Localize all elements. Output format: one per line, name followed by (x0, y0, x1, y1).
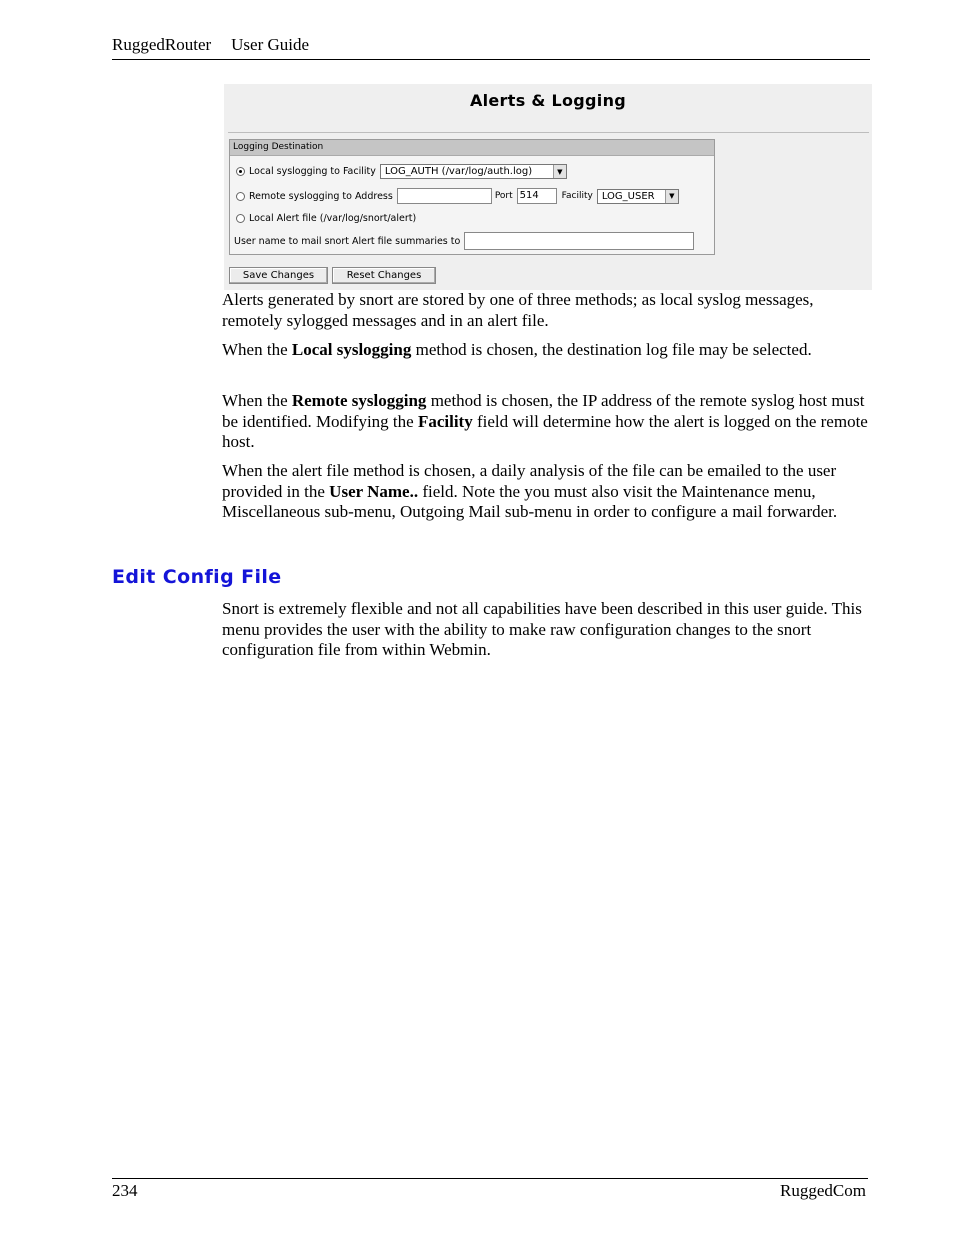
remote-address-input[interactable] (397, 188, 492, 204)
section-heading: Edit Config File (112, 566, 282, 588)
remote-facility-value: LOG_USER (601, 190, 655, 202)
local-facility-select[interactable] (380, 164, 567, 179)
chevron-down-icon: ▼ (553, 165, 566, 178)
logging-destination-label: Logging Destination (230, 140, 714, 156)
header-product: RuggedRouter (112, 35, 212, 54)
paragraph-edit-config: Snort is extremely flexible and not all capabilities have been described in this user guide. This menu provides the user with the ability to make raw configuration changes to the snort configuration file from within Webmin. (222, 599, 862, 659)
bold-text: User Name.. (329, 481, 419, 501)
text: When the alert file method is chosen, a daily analysis of the file can be emailed to the user provided in the (222, 461, 837, 501)
text: field. Note the you must also visit the Maintenance menu, Miscellaneous sub-menu, Outgoing Mail sub-menu in order to configure a mail forwarder. (222, 481, 838, 521)
header-rule (112, 59, 870, 60)
alert-file-label: Local Alert file (/var/log/snort/alert) (249, 213, 417, 224)
port-input[interactable]: 514 (517, 188, 557, 204)
logging-destination-box (229, 139, 715, 255)
save-changes-button[interactable]: Save Changes (229, 267, 328, 284)
bold-text: Local syslogging (291, 340, 412, 359)
footer-rule (112, 1178, 868, 1179)
paragraph-local (222, 340, 872, 361)
mail-row (234, 232, 694, 250)
alert-file-radio[interactable] (236, 214, 245, 223)
paragraph-methods: Alerts generated by snort are stored by one of three methods; as local syslog messages, remotely sylogged messages and in an alert file. (222, 290, 814, 330)
text: method is chosen, the IP address of the remote syslog host must be identified. Modifying the (222, 391, 865, 431)
alerts-logging-screenshot (224, 84, 872, 290)
reset-changes-button[interactable]: Reset Changes (332, 267, 436, 284)
screenshot-divider (228, 132, 869, 133)
local-syslog-row (236, 164, 567, 179)
page-number: 234 (112, 1181, 138, 1200)
remote-syslog-label: Remote syslogging to Address (249, 190, 393, 202)
chevron-down-icon: ▼ (665, 190, 678, 203)
header-doc: User Guide (231, 35, 310, 54)
text: When the (222, 340, 292, 359)
facility-label: Facility (561, 191, 593, 201)
alert-file-row (236, 213, 416, 224)
mail-user-input[interactable] (464, 232, 694, 250)
local-syslog-label: Local syslogging to Facility (249, 166, 376, 177)
port-label: Port (494, 191, 513, 201)
text: When the (222, 391, 292, 410)
paragraph-remote (222, 391, 872, 453)
screenshot-title: Alerts & Logging (469, 91, 627, 110)
local-facility-value: LOG_AUTH (/var/log/auth.log) (384, 166, 533, 177)
page-header (112, 35, 309, 55)
text: method is chosen, the destination log file may be selected. (411, 340, 812, 359)
footer-company: RuggedCom (780, 1181, 866, 1200)
remote-facility-select[interactable] (597, 189, 679, 204)
paragraph-alert-file (222, 461, 872, 523)
local-syslog-radio[interactable] (236, 167, 245, 176)
mail-label: User name to mail snort Alert file summaries to (234, 235, 461, 247)
text: field will determine how the alert is logged on the remote host. (222, 411, 868, 451)
bold-text: Remote syslogging (291, 391, 427, 410)
remote-syslog-radio[interactable] (236, 192, 245, 201)
bold-text: Facility (417, 411, 473, 431)
remote-syslog-row (236, 188, 679, 204)
